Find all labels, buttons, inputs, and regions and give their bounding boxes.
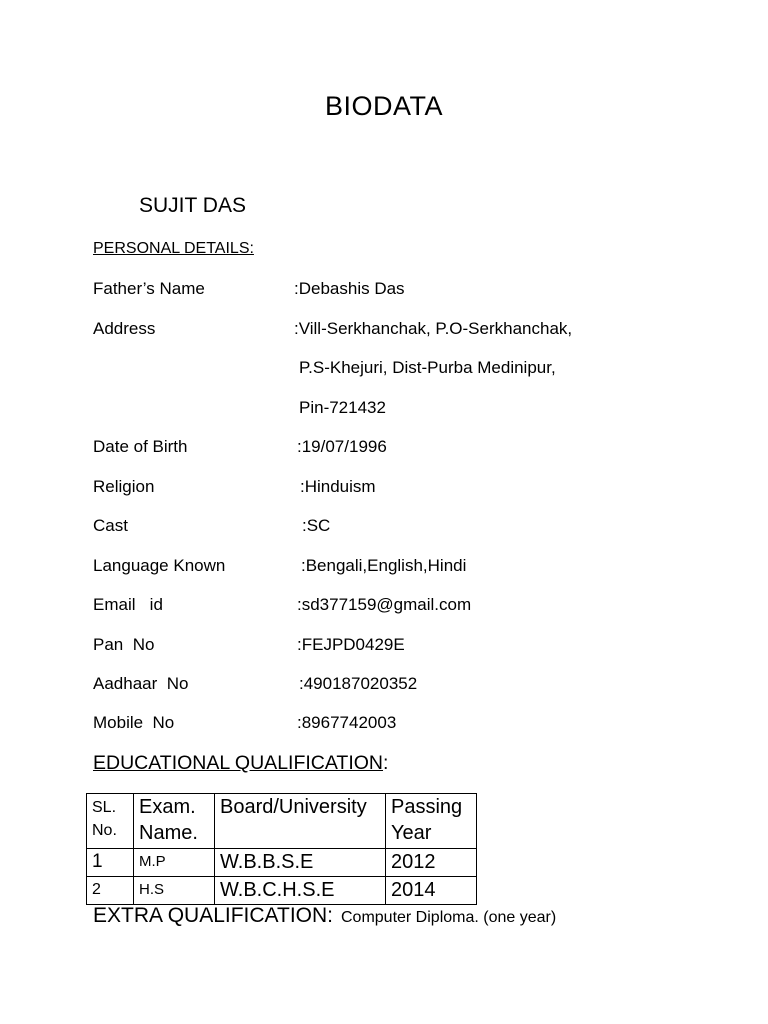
detail-row-address — [0, 319, 768, 341]
header-exam-line2: Name. — [139, 822, 198, 844]
detail-value: :Vill-Serkhanchak, P.O-Serkhanchak, — [294, 319, 573, 338]
detail-row-language-known — [0, 556, 768, 578]
header-sl-line2: No. — [92, 822, 117, 839]
detail-value: :FEJPD0429E — [297, 635, 405, 654]
detail-row-mobile — [0, 713, 768, 735]
cell-year: 2012 — [386, 849, 477, 877]
extra-qualification — [93, 904, 556, 928]
detail-row-cast — [0, 516, 768, 538]
education-table — [86, 793, 477, 905]
detail-value: :SC — [302, 516, 331, 535]
detail-label: Pan No — [93, 635, 155, 654]
header-sl-no — [87, 794, 134, 849]
educational-qualification-heading — [93, 752, 388, 775]
edu-heading-colon: : — [383, 752, 389, 774]
cell-board: W.B.C.H.S.E — [215, 877, 386, 905]
header-sl-line1: SL. — [92, 799, 117, 816]
detail-value: P.S-Khejuri, Dist-Purba Medinipur, — [299, 358, 556, 377]
detail-value: :Hinduism — [300, 477, 376, 496]
cell-sl: 1 — [87, 849, 134, 877]
detail-label: Email id — [93, 595, 163, 614]
header-passing-year — [386, 794, 477, 849]
cell-exam: H.S — [134, 877, 215, 905]
detail-value: Pin-721432 — [299, 398, 386, 417]
detail-row-pan — [0, 635, 768, 657]
detail-label: Date of Birth — [93, 437, 188, 456]
header-exam-name — [134, 794, 215, 849]
cell-board: W.B.B.S.E — [215, 849, 386, 877]
extra-qualification-label: EXTRA QUALIFICATION: — [93, 904, 333, 927]
edu-heading-text: EDUCATIONAL QUALIFICATION — [93, 752, 384, 774]
detail-label: Mobile No — [93, 713, 175, 732]
detail-value: :Debashis Das — [294, 279, 405, 298]
detail-value: :8967742003 — [297, 713, 397, 732]
cell-year: 2014 — [386, 877, 477, 905]
header-exam-line1: Exam. — [139, 796, 196, 818]
header-year-line1: Passing — [391, 796, 463, 818]
detail-label: Address — [93, 319, 156, 338]
detail-label: Religion — [93, 477, 155, 496]
detail-label: Language Known — [93, 556, 226, 575]
detail-label: Father’s Name — [93, 279, 205, 298]
document-title: BIODATA — [324, 91, 443, 121]
header-board-university: Board/University — [215, 794, 386, 849]
personal-details-heading: PERSONAL DETAILS: — [93, 240, 254, 257]
education-table-header — [87, 794, 477, 849]
detail-label: Aadhaar No — [93, 674, 189, 693]
header-year-line2: Year — [391, 822, 432, 844]
detail-value: :19/07/1996 — [297, 437, 387, 456]
cell-exam: M.P — [134, 849, 215, 877]
detail-row-date-of-birth — [0, 437, 768, 459]
detail-value: :490187020352 — [299, 674, 418, 693]
detail-label: Cast — [93, 516, 128, 535]
detail-row-aadhaar — [0, 674, 768, 696]
extra-qualification-value: Computer Diploma. (one year) — [340, 909, 557, 926]
cell-sl: 2 — [87, 877, 134, 905]
detail-value: :sd377159@gmail.com — [297, 595, 472, 614]
table-row — [87, 849, 477, 877]
candidate-name: SUJIT DAS — [139, 194, 246, 217]
detail-row-religion — [0, 477, 768, 499]
detail-value: :Bengali,English,Hindi — [301, 556, 467, 575]
table-row — [87, 877, 477, 905]
detail-row-fathers-name — [0, 279, 768, 301]
detail-row-address-line3 — [0, 398, 768, 420]
detail-row-email — [0, 595, 768, 617]
detail-row-address-line2 — [0, 358, 768, 380]
